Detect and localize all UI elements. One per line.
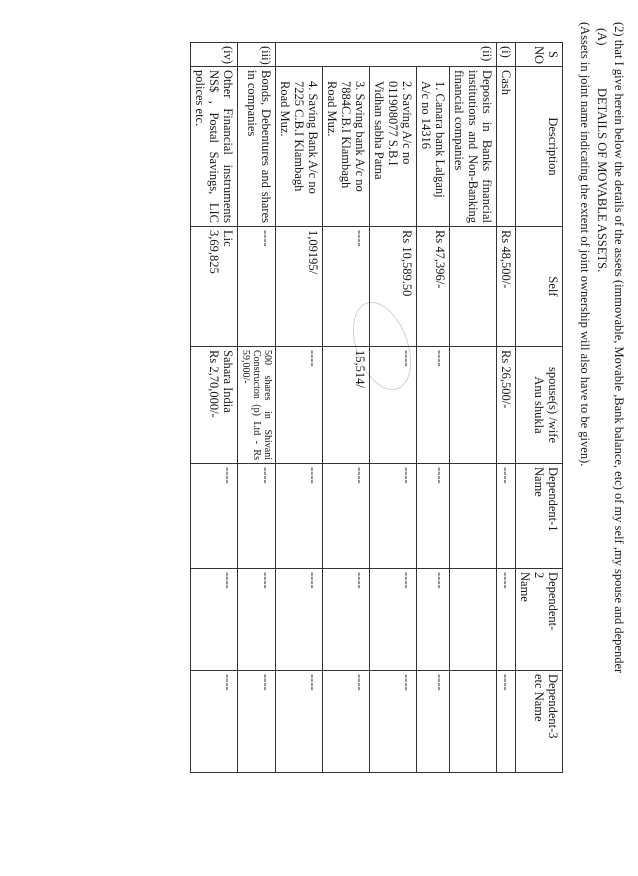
table-sub-row [276,43,323,773]
section-heading [594,22,609,862]
section-label: (A) [595,28,609,46]
row-dependent-3: ---- [276,671,323,773]
bank-account-item: 4. Saving Bank A/c no 7225 C.B.I Klambagh Road Muz. [276,67,323,227]
row-self: Lic 3,69,825 [191,227,238,347]
row-description: Deposits in Banks financial institutions and Non-Banking financial companies [450,67,497,227]
header-dependent-1: Dependent-1 Name [516,464,563,569]
row-dependent-3: ---- [370,671,417,773]
row-sno: (iii) [238,43,276,67]
bank-account-item: 3. Saving bank A/c no 7884C.B.I Klambagh Road Muz. [323,67,370,227]
row-dependent-1: ---- [191,464,238,569]
table-header-row [516,43,563,773]
table-row [238,43,276,773]
row-spouse: 15,514/ [323,347,370,464]
row-sno: (i) [497,43,516,67]
row-dependent-3: ---- [238,671,276,773]
row-spouse: Sahara India Rs 2,70,000/- [191,347,238,464]
row-sno: (ii) [276,43,497,67]
row-dependent-2: ---- [497,569,516,671]
row-description: Cash [497,67,516,227]
row-spouse: ---- [276,347,323,464]
table-row [191,43,238,773]
header-description: Description [516,67,563,227]
row-dependent-2: ---- [276,569,323,671]
table-sub-row [370,43,417,773]
header-self: Self [516,227,563,347]
row-dependent-2: ---- [417,569,450,671]
row-dependent-3: ---- [191,671,238,773]
bank-account-item: 2. Saving A/c no 011908077 S.B.I Vidhan sabha Patna [370,67,417,227]
table-row [450,43,497,773]
section-note: (Assets in joint name indicating the extent of joint ownership will also have to be given). [578,22,592,467]
row-self: Rs 48,500/- [497,227,516,347]
intro-paragraph: (2) that I give herein below the details of the assets (immovable, Movable ,Bank balance, etc) of my self ,my spouse and depender [612,22,626,674]
row-dependent-2: ---- [238,569,276,671]
row-dependent-2: ---- [370,569,417,671]
row-dependent-1: ---- [323,464,370,569]
row-self: Rs 47,396/- [417,227,450,347]
table-row [497,43,516,773]
row-dependent-3: ---- [417,671,450,773]
row-dependent-2: ---- [323,569,370,671]
document-intro [575,22,626,862]
bank-account-item: 1. Canara bank Lalganj A/c no 14316 [417,67,450,227]
table-sub-row [417,43,450,773]
row-dependent-3: ---- [497,671,516,773]
row-spouse: 500 shares in Shivani Constructon (p) Ltd - Rs 59,000/- [238,347,276,464]
row-description: Bonds, Debentures and shares in companies [238,67,276,227]
row-dependent-2: ---- [191,569,238,671]
row-dependent-1: ---- [370,464,417,569]
row-dependent-3: ---- [323,671,370,773]
row-dependent-1: ---- [417,464,450,569]
row-spouse: ---- [370,347,417,464]
row-dependent-1: ---- [238,464,276,569]
header-dependent-3: Dependent-3 etc Name [516,671,563,773]
row-self: ---- [238,227,276,347]
movable-assets-table [190,42,563,773]
row-dependent-1: ---- [276,464,323,569]
table-sub-row [323,43,370,773]
header-dependent-2: Dependent- 2 Name [516,569,563,671]
row-self: Rs 10,589.50 [370,227,417,347]
row-dependent-1: ---- [497,464,516,569]
section-title: DETAILS OF MOVABLE ASSETS. [595,88,609,273]
header-sno: S NO [516,43,563,67]
row-spouse: ---- [417,347,450,464]
row-spouse: Rs 26,500/- [497,347,516,464]
row-description: Other Financial instruments NS$ , Postal Savings, LIC polices etc. [191,67,238,227]
row-sno: (iv) [191,43,238,67]
row-self: 1,09195/ [276,227,323,347]
header-spouse: spouse(s) /wife Anu shukla [516,347,563,464]
row-self: ---- [323,227,370,347]
